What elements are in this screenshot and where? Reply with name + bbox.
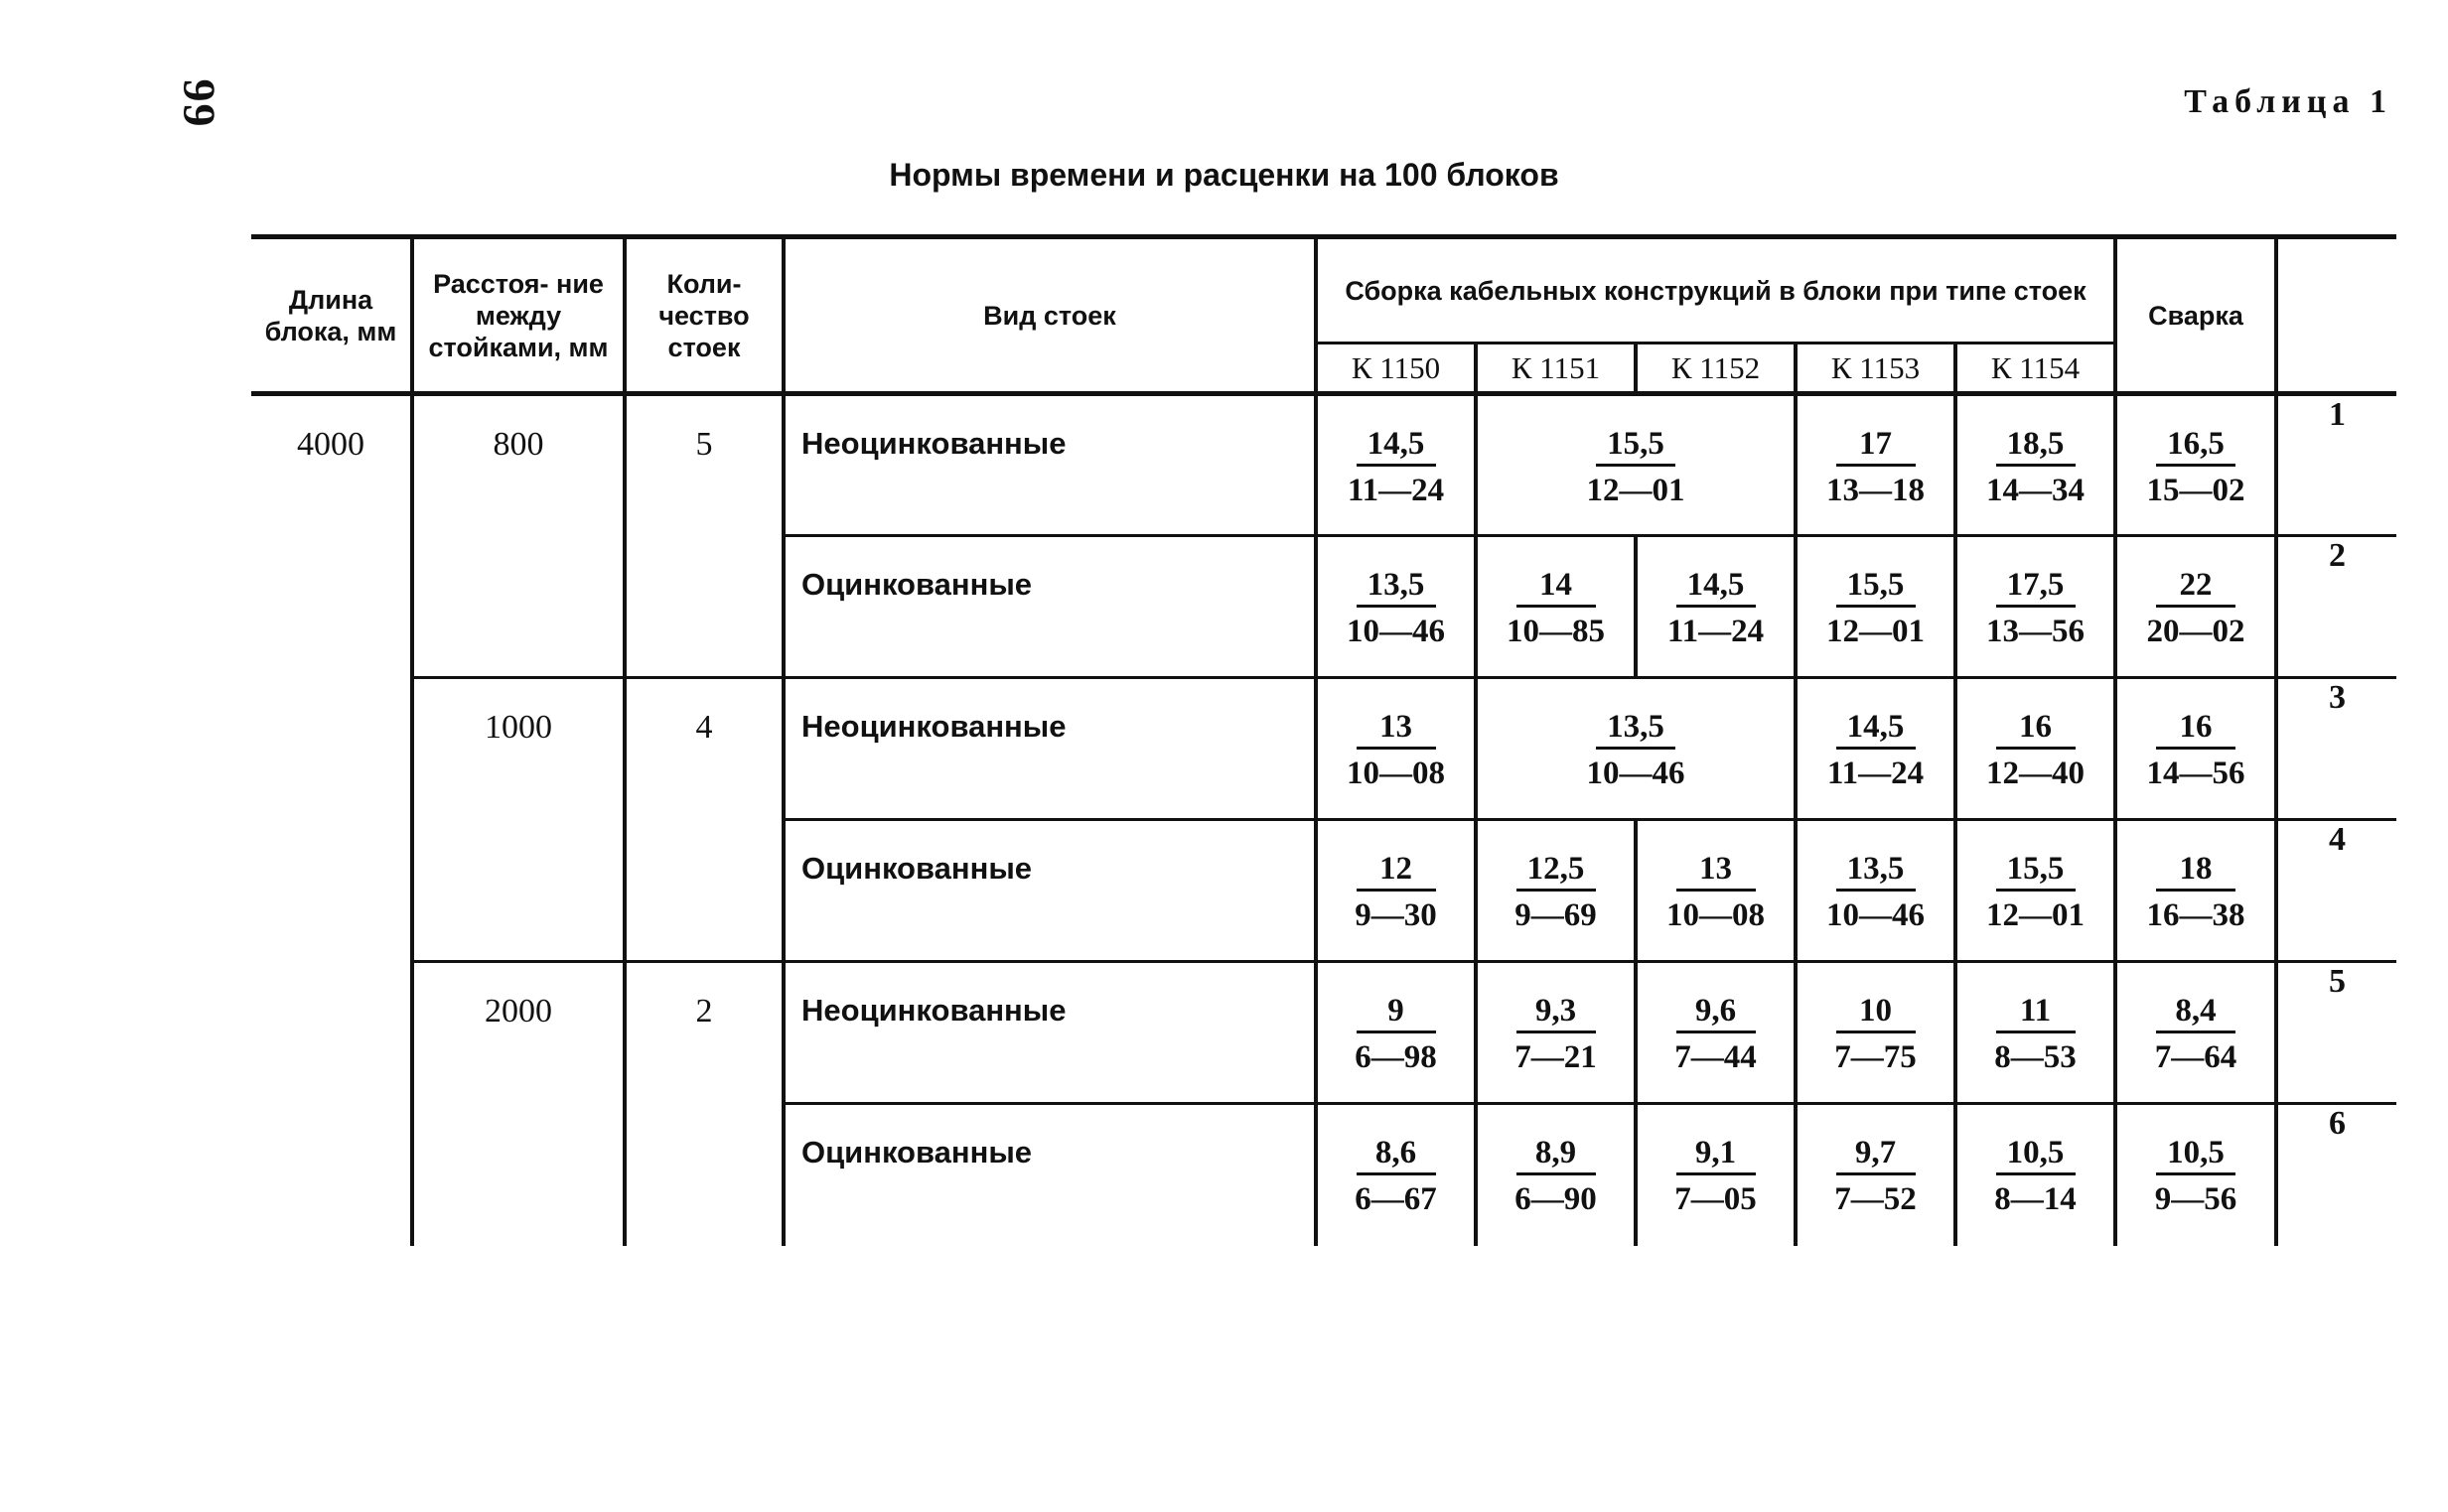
table-row	[251, 962, 2396, 1104]
kind-cell: Оцинкованные	[784, 536, 1316, 678]
row-number: 6	[2276, 1104, 2396, 1246]
kind-cell: Неоцинкованные	[784, 678, 1316, 820]
norm-cell: 15,5 12—01	[1796, 536, 1955, 678]
welding-cell: 16,5 15—02	[2115, 394, 2276, 536]
count-cell: 4	[625, 678, 784, 962]
norm-cell: 15,5 12—01	[1955, 820, 2115, 962]
norm-cell: 14,5 11—24	[1636, 536, 1796, 678]
norm-cell: 13 10—08	[1316, 678, 1476, 820]
welding-cell: 18 16—38	[2115, 820, 2276, 962]
table-label: Таблица 1	[2184, 83, 2392, 120]
norm-cell: 9 6—98	[1316, 962, 1476, 1104]
norm-cell: 10 7—75	[1796, 962, 1955, 1104]
norm-cell: 8,9 6—90	[1476, 1104, 1636, 1246]
norm-cell: 14,5 11—24	[1316, 394, 1476, 536]
norm-cell: 8,6 6—67	[1316, 1104, 1476, 1246]
row-number: 2	[2276, 536, 2396, 678]
norm-cell: 13 10—08	[1636, 820, 1796, 962]
norm-cell: 9,6 7—44	[1636, 962, 1796, 1104]
header-type-k1152: К 1152	[1636, 344, 1796, 394]
norm-cell: 17,5 13—56	[1955, 536, 2115, 678]
norm-cell: 14 10—85	[1476, 536, 1636, 678]
header-type-k1151: К 1151	[1476, 344, 1636, 394]
norm-cell: 12 9—30	[1316, 820, 1476, 962]
header-length: Длина блока, мм	[251, 237, 412, 394]
document-title: Нормы времени и расценки на 100 блоков	[889, 157, 1559, 193]
table-row	[251, 678, 2396, 820]
count-cell: 5	[625, 394, 784, 678]
welding-cell: 22 20—02	[2115, 536, 2276, 678]
norm-cell: 18,5 14—34	[1955, 394, 2115, 536]
header-type-k1153: К 1153	[1796, 344, 1955, 394]
distance-cell: 2000	[412, 962, 625, 1246]
welding-cell: 16 14—56	[2115, 678, 2276, 820]
block-length-cell: 4000	[251, 394, 412, 1246]
table-row	[251, 394, 2396, 536]
header-distance: Расстоя- ние между стойками, мм	[412, 237, 625, 394]
distance-cell: 1000	[412, 678, 625, 962]
header-type-k1150: К 1150	[1316, 344, 1476, 394]
page-number: 99	[174, 78, 225, 129]
header-assembly: Сборка кабельных конструкций в блоки при типе стоек	[1316, 237, 2115, 344]
row-number: 3	[2276, 678, 2396, 820]
norm-cell: 17 13—18	[1796, 394, 1955, 536]
norm-cell: 9,1 7—05	[1636, 1104, 1796, 1246]
welding-cell: 8,4 7—64	[2115, 962, 2276, 1104]
kind-cell: Оцинкованные	[784, 1104, 1316, 1246]
norm-cell: 13,5 10—46	[1316, 536, 1476, 678]
norm-cell: 16 12—40	[1955, 678, 2115, 820]
norms-table	[251, 234, 2396, 1246]
kind-cell: Неоцинкованные	[784, 394, 1316, 536]
norm-cell: 11 8—53	[1955, 962, 2115, 1104]
distance-cell: 800	[412, 394, 625, 678]
norm-cell: 10,5 8—14	[1955, 1104, 2115, 1246]
row-number: 5	[2276, 962, 2396, 1104]
header-welding: Сварка	[2115, 237, 2276, 394]
row-number: 1	[2276, 394, 2396, 536]
norm-cell: 9,3 7—21	[1476, 962, 1636, 1104]
count-cell: 2	[625, 962, 784, 1246]
norm-cell: 12,5 9—69	[1476, 820, 1636, 962]
row-number: 4	[2276, 820, 2396, 962]
header-kind: Вид стоек	[784, 237, 1316, 394]
norm-cell-merged: 15,5 12—01	[1476, 394, 1796, 536]
header-count: Коли- чество стоек	[625, 237, 784, 394]
header-row-number	[2276, 237, 2396, 394]
norm-cell: 14,5 11—24	[1796, 678, 1955, 820]
kind-cell: Оцинкованные	[784, 820, 1316, 962]
welding-cell: 10,5 9—56	[2115, 1104, 2276, 1246]
kind-cell: Неоцинкованные	[784, 962, 1316, 1104]
norm-cell: 9,7 7—52	[1796, 1104, 1955, 1246]
norm-cell: 13,5 10—46	[1796, 820, 1955, 962]
norm-cell-merged: 13,5 10—46	[1476, 678, 1796, 820]
header-type-k1154: К 1154	[1955, 344, 2115, 394]
